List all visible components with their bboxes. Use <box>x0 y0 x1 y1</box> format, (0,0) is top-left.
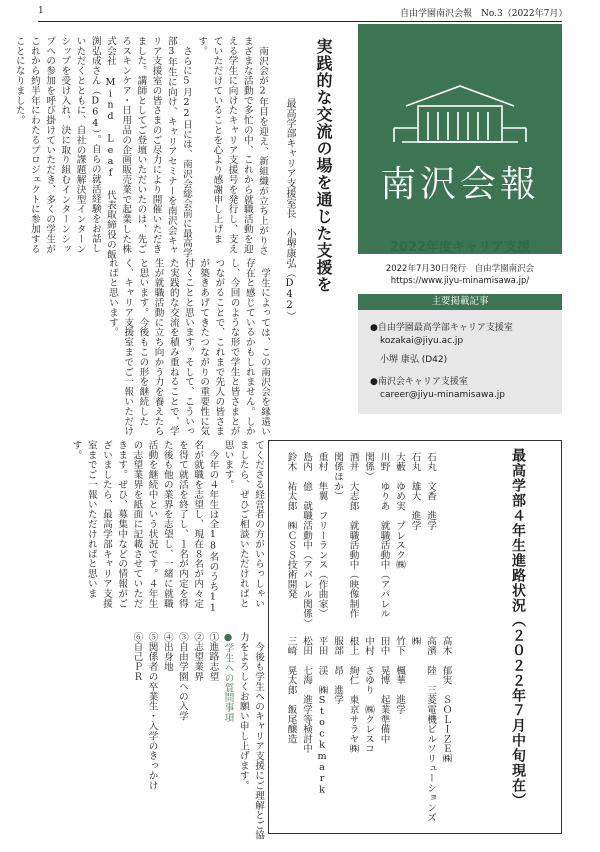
article-body-continued <box>105 258 272 438</box>
key-articles-box <box>358 294 562 414</box>
list-item: 三崎 晃太郎 飯尾醸造 <box>285 636 297 744</box>
question-item: ②志望業界 <box>192 632 204 682</box>
list-item: 酒井 大志郎 就職活動中（映像制作関係ほか） <box>332 452 359 619</box>
status-closing-bottom <box>129 632 266 842</box>
question-item: ④出身地 <box>161 632 173 672</box>
list-item: 服部 昂 進学 <box>332 636 343 705</box>
student-list <box>283 636 454 830</box>
key-articles-heading: 主要掲載記事 <box>358 294 562 310</box>
list-item: 重村 隼翼 フリーランス（作曲家） <box>316 452 328 619</box>
list-item: 根上 絢仁 東京サラヤ㈱ <box>347 636 359 754</box>
list-item: 松田 七海 進学等検討中 <box>301 636 312 754</box>
contact-email[interactable]: kozakai@jiyu.ac.jp <box>380 336 464 346</box>
list-item: 高濱 陸 三菱電機ビルソリューションズ㈱ <box>409 636 436 823</box>
list-item: 平田 渓 ㈱Stockmark <box>316 636 328 796</box>
closing-paragraph: 今後も学生へのキャリア支援にご理解とご協力をよろしくお願い申し上げます。 <box>237 632 264 840</box>
masthead-subtitle: 2022年度キャリア支援 <box>389 240 531 255</box>
list-item: 竹下 楓華 進学 <box>394 636 405 715</box>
list-item: 田中 晃博 起業準備中 <box>378 636 390 744</box>
list-item: 石丸 雄大 進学 <box>409 452 421 531</box>
header-rule <box>38 21 562 22</box>
article-title: 実践的な交流の場を通じた支援を <box>314 38 333 293</box>
contact-name: 小堺 康弘 (D42) <box>380 355 448 365</box>
article-body-top <box>13 36 270 260</box>
website-link[interactable]: https://www.jiyu-minamisawa.jp/ <box>390 276 530 286</box>
list-item: 大藪 ゆめ実 プレスク㈱ <box>394 452 405 570</box>
masthead-title: 南沢会報 <box>379 164 540 205</box>
building-icon <box>358 24 562 164</box>
closing-paragraph: てくださる経営者の方がいらっしゃいましたら、ぜひご相談いただければと思います。 <box>222 440 264 609</box>
contact-email[interactable]: career@jiyu-minamisawa.jp <box>380 390 505 400</box>
article-paragraph: 学生によっては、この南沢会を縁遠い存在と感じているかもしれません。しかし、今回のような形で学生と皆さまとがつながることで、これまで先人の皆さまが築きあげてきたつながりの重要性に気付くことと思います。そして、こういった実践的な交流を積み重ねることで、学生が就職活動に立ち向かう力を養えたらと思います。今後もこの形を継続したく、キャリア支援室までご一報いただければと思います。 <box>106 258 270 437</box>
student-list <box>283 452 438 628</box>
issue-line: 2022年7月30日発行 自由学園南沢会 <box>385 264 535 274</box>
article-byline: 最高学部キャリア支援室長 小堺康弘（D42） <box>284 98 295 321</box>
article-paragraph: さらに5月22日には、南沢会総会前に最高学部3年生に向け、キャリアセミナーを南沢会キャリア支援室の皆さまのご尽力により開催いただきました。講師としてご登壇いただいたのは、先ごろスキンケア・日用品の企画販売業で起業した株式会社 Mind Leaf 代表取締役の飯渕弘成さん（D64）。自らの就活経験をお話しいただくとともに、自社の課題解決型インターンシップを受け入れ、決に取り組むインターンシップへの参加を呼び掛けていただき、多くの学生がこれから約半年にわたるプロジェクトに参加することになりました。 <box>13 36 192 260</box>
closing-paragraph: 今年の４年生は全18名のうち11名が就職を志望し、現在８名が内々定を得て就活を終了し、１名が内定を得た後も他の業界を志望し、一緒に就職活動を継続中という状況です。４年生の志望業界を紙面に記載させていただきます。ぜひ、募集中などの情報がございましたら、最高学部キャリア支援室までご一報いただければと思います。 <box>70 440 219 614</box>
list-item: 島内 億 就職活動中（アパレル関係） <box>301 452 312 629</box>
publication-header: 自由学園南沢会報 No.3（2022年7月） <box>400 9 568 19</box>
list-item: 高木 郁実 ＳＯＬＩＺＥ㈱ <box>440 636 452 764</box>
status-title: 最高学部４年生進路状況（２０２２年７月中旬現在） <box>510 448 526 808</box>
status-closing-top <box>68 440 266 618</box>
list-item: 川野 ゆりあ 就職活動中（アパレル関係） <box>363 452 390 619</box>
masthead-banner <box>358 24 562 254</box>
question-item: ⑥自己ＰＲ <box>131 632 143 682</box>
article-paragraph: 南沢会が2年目を迎え、新組織が立ち上がりさまざまな活動で多忙の中、これから就職活動を迎える学生に向けたキャリア支援号を発行し、支えていただけていることを心より感謝申し上げます。 <box>196 36 268 255</box>
page-number: 1 <box>38 6 44 16</box>
contact-title: ●南沢会キャリア支援室 <box>370 377 468 387</box>
question-item: ③自由学園への入学 <box>176 632 188 722</box>
contact-title: ●自由学園最高学部キャリア支援室 <box>370 323 513 333</box>
questions-heading: ●学生への質問事項 <box>222 632 234 723</box>
question-item: ⑤関係者の卒業生・入学のきっかけ <box>146 632 158 791</box>
question-item: ①進路志望 <box>207 632 219 682</box>
list-item: 石丸 文香 進学 <box>425 452 436 531</box>
list-item: 鈴木 祐太郎 ㈱ＣＳＳ技術開発 <box>285 452 297 599</box>
list-item: 中村 さゆり ㈱クレスコ <box>363 636 374 754</box>
